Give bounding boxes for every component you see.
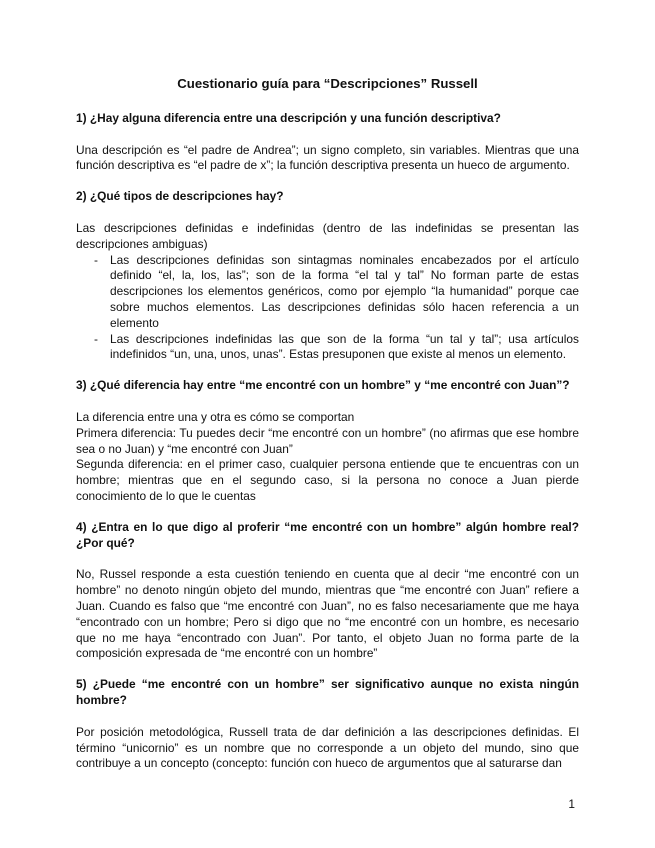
answer-2-intro: Las descripciones definidas e indefinidas (dentro de las indefinidas se presentan las descripciones ambiguas) bbox=[76, 220, 579, 251]
question-3: 3) ¿Qué diferencia hay entre “me encontré con un hombre” y “me encontré con Juan”? bbox=[76, 378, 570, 393]
answer-4-paragraph: No, Russel responde a esta cuestión teniendo en cuenta que al decir “me encontré con un hombre” no denoto ningún objeto del mundo, mientras que “me encontré con Juan” refiere a Juan. Cuando es falso que “me encontré con Juan”, no es falso necesariamente que me haya “encontrado con un hombre; Pero si digo que no “me encontré con un hombre, es necesario que no me haya “encontrado con Juan”. Por tanto, el objeto Juan no forma parte de la composición expresada de “me encontré con un hombre” bbox=[76, 567, 579, 661]
answer-2-list bbox=[76, 253, 579, 364]
answer-3-paragraph bbox=[76, 410, 579, 505]
list-item-text: Las descripciones indefinidas las que son de la forma “un tal y tal”; usa artículos indefinidos “un, una, unos, unas”. Estas presuponen que existe al menos un elemento. bbox=[110, 331, 579, 362]
question-2: 2) ¿Qué tipos de descripciones hay? bbox=[76, 189, 284, 204]
bullet-dash: - bbox=[94, 331, 98, 346]
question-5: 5) ¿Puede “me encontré con un hombre” ser significativo aunque no exista ningún hombre? bbox=[76, 677, 579, 707]
page-number: 1 bbox=[568, 797, 575, 811]
answer-1-paragraph: Una descripción es “el padre de Andrea”; un signo completo, sin variables. Mientras que una función descriptiva es “el padre de x”; la función descriptiva presenta un hueco de argumento. bbox=[76, 142, 579, 173]
bullet-dash: - bbox=[94, 252, 98, 267]
question-4: 4) ¿Entra en lo que digo al proferir “me encontré con un hombre” algún hombre real?¿Por qué? bbox=[76, 519, 579, 550]
list-item bbox=[76, 332, 579, 364]
list-item-text: Las descripciones definidas son sintagmas nominales encabezados por el artículo definido “el, la, los, las”; son de la forma “el tal y tal” No forman parte de estas descripciones los elementos genéricos, como por ejemplo “la humanidad” porque cae sobre muchos elementos. Las descripciones definidas sólo hacen referencia a un elemento bbox=[110, 252, 579, 330]
list-item bbox=[76, 253, 579, 332]
answer-5-paragraph: Por posición metodológica, Russell trata de dar definición a las descripciones definidas. El término “unicornio” es un nombre que no corresponde a un objeto del mundo, sino que contribuye a un concepto (concepto: función con hueco de argumentos que al saturarse dan bbox=[76, 724, 579, 771]
document-title: Cuestionario guía para “Descripciones” Russell bbox=[177, 76, 478, 91]
answer-3-line: La diferencia entre una y otra es cómo se comportan bbox=[76, 409, 355, 424]
answer-3-line: Primera diferencia: Tu puedes decir “me encontré con un hombre” (no afirmas que ese hombre sea o no Juan) y “me encontré con Juan” bbox=[76, 425, 579, 456]
answer-3-line: Segunda diferencia: en el primer caso, cualquier persona entiende que te encuentras con un hombre; mientras que en el segundo caso, si la persona no conoce a Juan pierde conocimiento de lo que le cuentas bbox=[76, 457, 579, 503]
question-1: 1) ¿Hay alguna diferencia entre una descripción y una función descriptiva? bbox=[76, 110, 501, 125]
